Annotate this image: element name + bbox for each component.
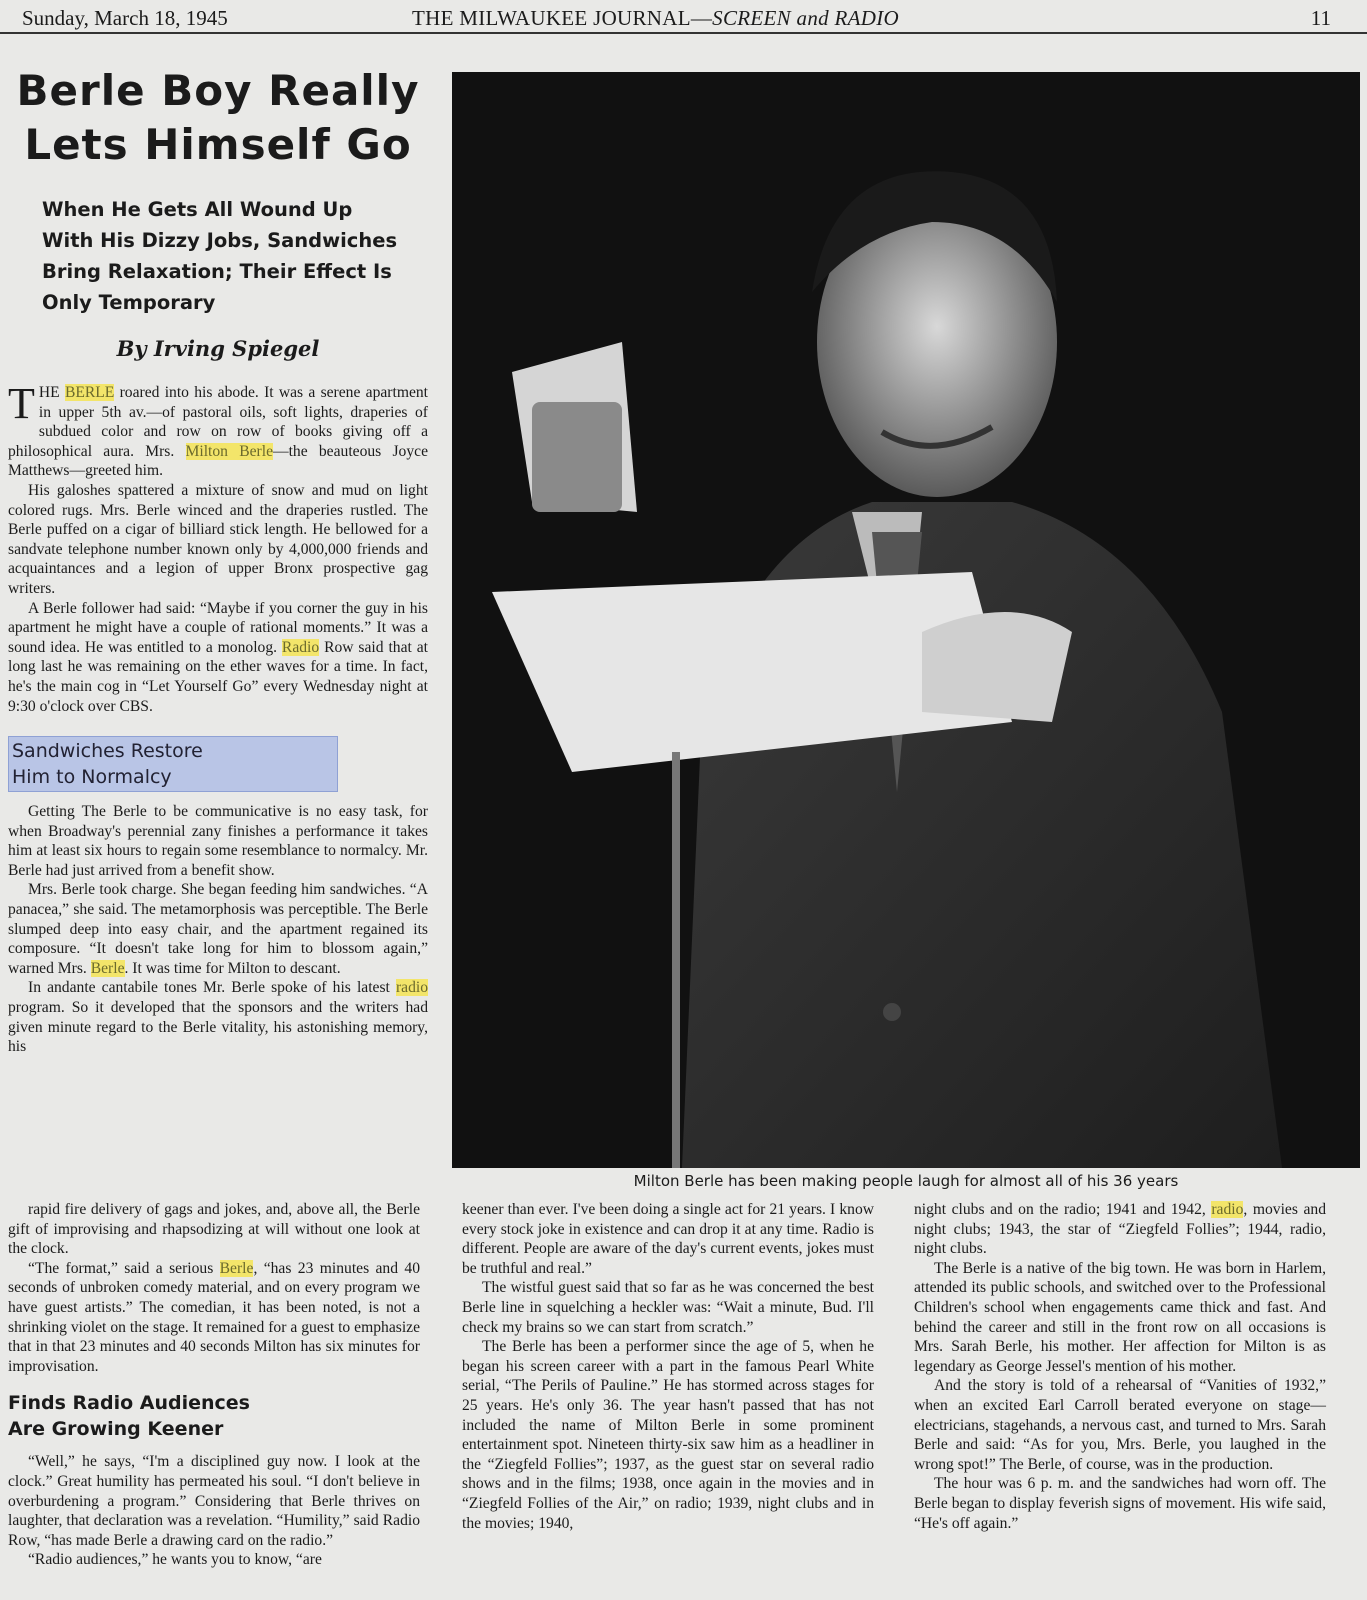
article-column-1-continued [8, 1200, 420, 1570]
headline-line-2: Lets Himself Go [24, 120, 412, 169]
deck: When He Gets All Wound Up With His Dizzy Jobs, Sandwiches Bring Relaxation; Their Effect Is Only Temporary [42, 198, 398, 314]
article-left-column [8, 64, 428, 1057]
portrait-illustration [452, 72, 1360, 1168]
article-column-3 [914, 1200, 1326, 1533]
column-2-paragraph-2: The wistful guest said that so far as he was concerned the best Berle line in squelching a heckler was: “Wait a minute, Bud. I'll check my brains so we can start from scratch.” [462, 1279, 874, 1336]
paragraph-10: “Radio audiences,” he wants you to know, “are [28, 1551, 322, 1569]
paragraph-7: rapid fire delivery of gags and jokes, and, above all, the Berle gift of improvising and rhapsodizing at will without one look at the clock. [8, 1201, 420, 1258]
highlight: Radio [281, 638, 320, 656]
page-number: 11 [1310, 6, 1331, 30]
paragraph-3: A Berle follower had said: “Maybe if you corner the guy in his apartment he might have a couple of rational moments.” It was a sound idea. He was entitled to a monolog. Radio Row said that at long last he was remaining on the ether waves for a time. In fact, he's the main cog in “Let Yourself Go” every Wednesday night at 9:30 o'clock over CBS. [8, 599, 428, 715]
paper-name: THE MILWAUKEE JOURNAL— [412, 6, 713, 30]
article-body-left [8, 379, 428, 1057]
masthead [0, 0, 1367, 34]
highlight: Berle [90, 959, 125, 977]
headline [8, 64, 428, 172]
issue-date: Sunday, March 18, 1945 [22, 6, 228, 30]
paragraph-2: His galoshes spattered a mixture of snow and mud on light colored rugs. Mrs. Berle winced and the draperies rustled. The Berle puffed on a cigar of billiard stick length. He bellowed for a sandvate telephone number known only by 4,000,000 friends and acquaintances and a legion of upper Bronx prospective gag writers. [8, 481, 428, 597]
paragraph-9: “Well,” he says, “I'm a disciplined guy now. I look at the clock.” Great humility has permeated his soul. “I don't believe in overburdening a program.” Considering that Berle thrives on laughter, that declaration was a revelation. “Humility,” said Radio Row, “has made Berle a drawing card on the radio.” [8, 1453, 420, 1549]
byline: By Irving Spiegel [116, 336, 320, 361]
column-3-paragraph-3: And the story is told of a rehearsal of “Vanities of 1932,” when an excited Earl Carroll berated everyone on stage—electricians, stagehands, a nervous cast, and turned to Mrs. Sarah Berle and said: “As for you, Mrs. Berle, you laughed in the wrong spot!” The Berle, of course, was in the production. [914, 1377, 1326, 1473]
drop-cap: T [8, 379, 35, 428]
highlight: radio [395, 979, 428, 997]
column-3-paragraph-2: The Berle is a native of the big town. He was born in Harlem, attended its public schools, and switched over to the Professional Children's school when engagements came thick and fast. And behind the career and still in the front row on all occasions is Mrs. Sarah Berle, his mother. Her affection for Milton is as legendary as George Jessel's mention of his mother. [914, 1259, 1326, 1375]
highlight: Milton Berle [185, 442, 273, 460]
article-column-2 [462, 1200, 874, 1533]
subhead-sandwiches: Sandwiches Restore Him to Normalcy [8, 736, 338, 792]
paragraph-5: Mrs. Berle took charge. She began feeding him sandwiches. “A panacea,” she said. The metamorphosis was perceptible. The Berle slumped deep into easy chair, and the apartment regained its composure. “It doesn't take long for him to blossom again,” warned Mrs. Berle. It was time for Milton to descant. [8, 881, 428, 977]
paragraph-6: In andante cantabile tones Mr. Berle spoke of his latest radio program. So it developed that the sponsors and the writers had given minute regard to the Berle vitality, his astonishing memory, his [8, 979, 428, 1056]
photo-milton-berle [452, 72, 1360, 1168]
column-2-paragraph-1: keener than ever. I've been doing a single act for 21 years. I know every stock joke in existence and can drop it at any time. Radio is different. People are aware of the day's current events, jokes must be truthful and real.” [462, 1201, 874, 1277]
headline-line-1: Berle Boy Really [16, 66, 420, 115]
highlight: Berle [219, 1259, 254, 1277]
photo-caption: Milton Berle has been making people laugh for almost all of his 36 years [633, 1172, 1179, 1190]
paragraph-4: Getting The Berle to be communicative is no easy task, for when Broadway's perennial zany finishes a performance it takes him at least six hours to regain some resemblance to normalcy. Mr. Berle had just arrived from a benefit show. [8, 803, 428, 879]
column-2-paragraph-3: The Berle has been a performer since the age of 5, when he began his screen career with a part in the famous Pearl White serial, “The Perils of Pauline.” He has stormed across stages for 25 years. He's only 36. The year hasn't passed that has not included the name of Milton Berle in some prominent entertainment spot. Nineteen thirty-six saw him as a headliner in the “Ziegfeld Follies”; 1937, as the guest star on several radio shows and in the films; 1938, once again in the movies and in “Ziegfeld Follies of the Air,” on radio; 1939, night clubs and in the movies; 1940, [462, 1338, 874, 1532]
paragraph-1: THE BERLE roared into his abode. It was a serene apartment in upper 5th av.—of pastoral oils, soft lights, draperies of subdued color and row on row of books giving off a philosophical aura. Mrs. Milton Berle—the beauteous Joyce Matthews—greeted him. [8, 379, 428, 480]
highlight: radio [1211, 1201, 1244, 1218]
column-3-paragraph-1: night clubs and on the radio; 1941 and 1942, radio, movies and night clubs; 1943, the star of “Ziegfeld Follies”; 1944, radio, night clubs. [914, 1201, 1326, 1258]
subhead-audiences: Finds Radio Audiences Are Growing Keener [8, 1392, 250, 1441]
column-3-paragraph-4: The hour was 6 p. m. and the sandwiches had worn off. The Berle began to display feverish signs of movement. His wife said, “He's off again.” [914, 1475, 1326, 1532]
highlight: BERLE [64, 384, 115, 401]
paragraph-8: “The format,” said a serious Berle, “has 23 minutes and 40 seconds of unbroken comedy material, and on every program we have guest artists.” The comedian, it has been noted, is not a shrinking violet on the stage. It remained for a guest to emphasize that in that 23 minutes and 40 seconds Milton has six minutes for improvisation. [8, 1259, 420, 1375]
section-name: SCREEN and RADIO [712, 6, 899, 30]
paper-title [412, 6, 899, 31]
